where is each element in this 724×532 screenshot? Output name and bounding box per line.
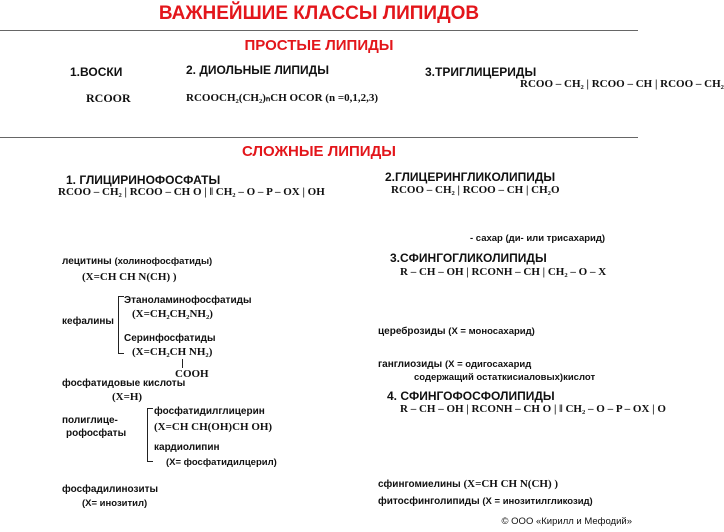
- sphingophospholipid-structure: R – CH – OH | RCONH – CH O | ‖ CH₂ – O – P – OX | O: [400, 403, 666, 415]
- phosphoinositides-x: (X= инозитил): [82, 498, 148, 509]
- serine-label: Серинфосфатиды: [124, 333, 216, 344]
- diol-lipids-label: 2. ДИОЛЬНЫЕ ЛИПИДЫ: [186, 63, 329, 77]
- triglycerides-label: 3.ТРИГЛИЦЕРИДЫ: [425, 65, 537, 79]
- copyright: © ООО «Кирилл и Мефодий»: [501, 516, 632, 527]
- cardiolipin-x: (X= фосфатидилцерил): [166, 457, 277, 468]
- cardiolipin-label: кардиолипин: [154, 442, 220, 453]
- divider-middle: [0, 137, 638, 138]
- waxes-formula: RCOOR: [86, 91, 131, 105]
- glycerophosphates-label: 1. ГЛИЦИРИНОФОСФАТЫ: [66, 173, 221, 187]
- phosphatidic-acids-x: (X=H): [112, 391, 143, 403]
- polyglycerophosphates-label-2: рофосфаты: [66, 428, 127, 439]
- ethanolamine-label: Этаноламинофосфатиды: [124, 295, 252, 306]
- phosphatidylglycerol-label: фосфатидилглицерин: [154, 406, 265, 417]
- waxes-label: 1.ВОСКИ: [70, 65, 123, 79]
- glyceroglycolipid-structure: RCOO – CH₂ | RCOO – CH | CH₂O: [391, 184, 560, 196]
- glyceroglycolipids-label: 2.ГЛИЦЕРИНГЛИКОЛИПИДЫ: [385, 170, 556, 184]
- sphingomyelins-label: сфингомиелины (X=CH CH N(CH) ): [378, 478, 559, 490]
- phytosphingolipids-label: фитосфинголипиды (X = инозитилгликозид): [378, 496, 593, 507]
- lecithins-label: лецитины (холинофосфатиды): [62, 256, 213, 267]
- complex-lipids-title: СЛОЖНЫЕ ЛИПИДЫ: [242, 143, 396, 160]
- triglycerides-structure: RCOO – CH₂ | RCOO – CH | RCOO – CH₂: [520, 78, 724, 90]
- cerebrosides-label: цереброзиды (X = моносахарид): [378, 326, 535, 337]
- phosphoinositides-label: фосфадилинозиты: [62, 484, 159, 495]
- lecithins-x: (X=CH CH N(CH) ): [82, 271, 177, 283]
- gangliosides-label: ганглиозиды (X = одигосахарид: [378, 359, 532, 370]
- sphingoglycolipid-structure: R – CH – OH | RCONH – CH | CH₂ – O – X: [400, 266, 607, 278]
- sphingophospholipids-label: 4. СФИНГОФОСФОЛИПИДЫ: [387, 389, 555, 403]
- diol-lipids-formula: RCOOCH₂(CH₂)ₙCH OCOR (n =0,1,2,3): [186, 92, 379, 104]
- page-title: ВАЖНЕЙШИЕ КЛАССЫ ЛИПИДОВ: [158, 3, 480, 24]
- serine-x: (X=CH₂CH NH₂): [132, 346, 213, 358]
- serine-bond: [182, 359, 183, 368]
- glyceroglycolipid-note: - сахар (ди- или трисахарид): [470, 233, 606, 244]
- cephalins-label: кефалины: [62, 316, 114, 327]
- glycerophosphate-structure: RCOO – CH₂ | RCOO – CH O | ‖ CH₂ – O – P – OX | OH: [58, 186, 325, 198]
- divider-top: [0, 30, 638, 31]
- simple-lipids-title: ПРОСТЫЕ ЛИПИДЫ: [244, 37, 394, 54]
- serine-cooh: COOH: [175, 368, 209, 380]
- polyglycero-brace: [147, 408, 153, 462]
- polyglycerophosphates-label-1: полиглице-: [62, 415, 118, 426]
- phosphatidylglycerol-x: (X=CH CH(OH)CH OH): [154, 421, 273, 433]
- gangliosides-x-cont: содержащий остаткисиаловых)кислот: [414, 372, 596, 383]
- phosphatidic-acids-label: фосфатидовые кислоты: [62, 378, 186, 389]
- sphingoglycolipids-label: 3.СФИНГОГЛИКОЛИПИДЫ: [390, 251, 547, 265]
- ethanolamine-x: (X=CH₂CH₂NH₂): [132, 308, 213, 320]
